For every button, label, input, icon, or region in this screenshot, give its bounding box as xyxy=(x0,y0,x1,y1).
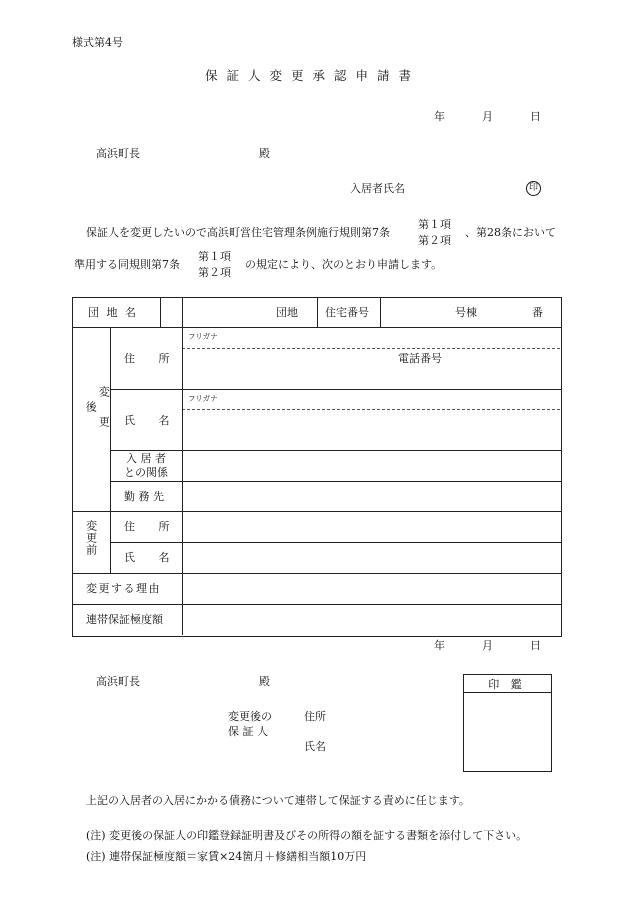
footer-date-year: 年 xyxy=(434,639,445,652)
body-line2-item2: 第２項 xyxy=(198,266,231,279)
body-line2-pre: 準用する同規則第7条 xyxy=(74,258,180,271)
note-1: (注) 変更後の保証人の印鑑登録証明書及びその所得の額を証する書類を添付して下さい。 xyxy=(86,829,528,842)
date-month: 月 xyxy=(482,110,493,123)
honorific: 殿 xyxy=(259,147,270,160)
addressee: 高浜町長 xyxy=(96,147,140,160)
document-title: 保証人変更承認申請書 xyxy=(205,68,421,83)
body-line2-item1: 第１項 xyxy=(198,250,231,263)
seal-box-label: 印 鑑 xyxy=(488,678,526,691)
form-number: 様式第4号 xyxy=(72,36,123,49)
reason-label: 変更する理由 xyxy=(86,582,161,595)
relation-label-line1: 入 居 者 xyxy=(126,452,166,465)
body-line1-post: 、第28条において xyxy=(465,226,556,239)
new-guarantor-line2: 保 証 人 xyxy=(228,725,268,738)
table-col-divider xyxy=(317,297,318,327)
date-day: 日 xyxy=(530,110,541,123)
seal-box-divider xyxy=(463,692,551,693)
relation-label-line2: との関係 xyxy=(124,465,168,479)
relation-label xyxy=(110,452,182,480)
table-row-divider xyxy=(72,511,561,512)
furigana-divider xyxy=(182,348,560,349)
table-col-divider xyxy=(182,297,183,635)
workplace-label: 勤 務 先 xyxy=(124,490,164,503)
footer-date-day: 日 xyxy=(530,639,541,652)
table-row-divider xyxy=(110,389,561,390)
danchi-label: 団 地 名 xyxy=(88,306,138,319)
table-row-divider xyxy=(72,573,561,574)
jutaku-label: 住宅番号 xyxy=(325,306,369,319)
table-row-divider xyxy=(110,450,561,451)
table-row-divider xyxy=(110,481,561,482)
table-row-divider xyxy=(72,327,561,328)
body-line1-item2: 第２項 xyxy=(418,234,451,247)
body-line1-item1: 第１項 xyxy=(418,218,451,231)
guarantor-name-label: 氏名 xyxy=(304,740,326,753)
date-year: 年 xyxy=(434,110,445,123)
after-change-label xyxy=(84,375,111,457)
before-change-label xyxy=(84,520,98,556)
table-col-divider xyxy=(380,297,381,327)
guarantor-address-label: 住所 xyxy=(304,710,326,723)
after-change-text: 変更後 xyxy=(84,386,111,446)
limit-amount-label: 連帯保証極度額 xyxy=(86,613,163,626)
table-row-divider xyxy=(72,604,561,605)
footer-honorific: 殿 xyxy=(259,675,270,688)
footer-addressee: 高浜町長 xyxy=(96,675,140,688)
phone-label: 電話番号 xyxy=(398,352,442,365)
note-2: (注) 連帯保証極度額＝家賃×24箇月＋修繕相当額10万円 xyxy=(86,850,367,863)
furigana-address: フリガナ xyxy=(188,332,218,341)
furigana-divider xyxy=(182,409,560,410)
new-guarantor-line1: 変更後の xyxy=(228,710,272,723)
ban-label: 番 xyxy=(532,306,543,319)
body-line1-pre: 保証人を変更したいので高浜町営住宅管理条例施行規則第7条 xyxy=(86,226,390,239)
danchi-suffix: 団地 xyxy=(276,306,298,319)
furigana-name: フリガナ xyxy=(188,394,218,403)
pledge-text: 上記の入居者の入居にかかる債務について連帯して保証する責めに任じます。 xyxy=(86,794,470,807)
footer-date-month: 月 xyxy=(482,639,493,652)
table-row-divider xyxy=(110,542,561,543)
before-change-text: 変更前 xyxy=(84,520,98,556)
address-label: 住 所 xyxy=(124,352,180,365)
table-col-divider xyxy=(160,297,161,327)
resident-name-label: 入居者氏名 xyxy=(350,182,405,195)
before-name-label: 氏 名 xyxy=(124,551,180,564)
seal-icon: 印 xyxy=(526,181,541,196)
goto-label: 号棟 xyxy=(455,306,477,319)
body-line2-post: の規定により、次のとおり申請します。 xyxy=(245,258,443,271)
before-address-label: 住 所 xyxy=(124,520,180,533)
name-label: 氏 名 xyxy=(124,414,180,427)
